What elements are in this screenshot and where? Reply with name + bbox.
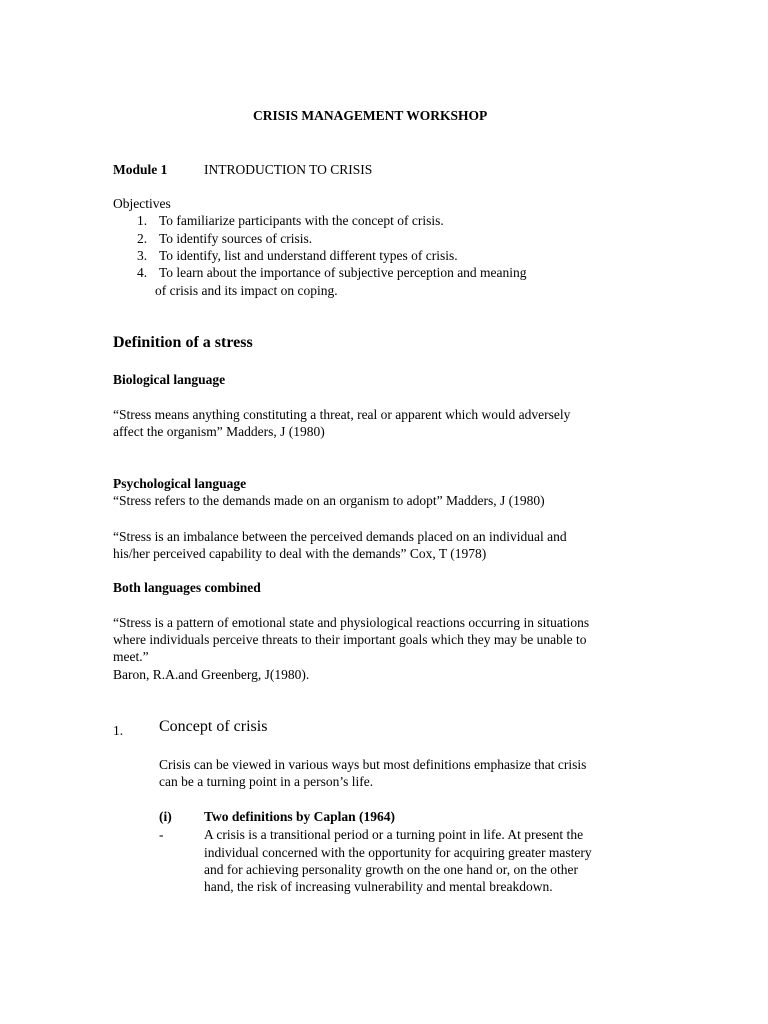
section-heading: Concept of crisis bbox=[159, 718, 268, 735]
objectives-heading: Objectives bbox=[113, 196, 171, 211]
objective-number: 1. bbox=[137, 213, 148, 228]
objective-text-continuation: of crisis and its impact on coping. bbox=[155, 283, 338, 298]
bullet-line: individual concerned with the opportunity for acquiring greater mastery bbox=[204, 845, 592, 860]
objective-text: To identify sources of crisis. bbox=[159, 231, 313, 246]
subsection-heading: Two definitions by Caplan (1964) bbox=[204, 809, 396, 824]
bullet-line: A crisis is a transitional period or a turning point in life. At present the bbox=[204, 827, 584, 842]
module-name: INTRODUCTION TO CRISIS bbox=[204, 162, 373, 177]
objective-number: 2. bbox=[137, 231, 148, 246]
objective-text: To learn about the importance of subjective perception and meaning bbox=[159, 265, 527, 280]
bullet-dash: - bbox=[159, 827, 164, 842]
bullet-line: hand, the risk of increasing vulnerability and mental breakdown. bbox=[204, 879, 553, 894]
objective-number: 4. bbox=[137, 265, 148, 280]
section-number: 1. bbox=[113, 723, 124, 738]
quote-line: “Stress means anything constituting a threat, real or apparent which would adversely bbox=[113, 407, 571, 422]
paragraph-line: can be a turning point in a person’s life. bbox=[159, 774, 374, 789]
subheading-biological: Biological language bbox=[113, 372, 226, 387]
subsection-number: (i) bbox=[159, 809, 172, 824]
quote-line: meet.” bbox=[113, 649, 149, 664]
objective-text: To familiarize participants with the concept of crisis. bbox=[159, 213, 444, 228]
objective-number: 3. bbox=[137, 248, 148, 263]
quote-line: “Stress is a pattern of emotional state and physiological reactions occurring in situations bbox=[113, 615, 590, 630]
bullet-line: and for achieving personality growth on the one hand or, on the other bbox=[204, 862, 578, 877]
paragraph-line: Crisis can be viewed in various ways but most definitions emphasize that crisis bbox=[159, 757, 587, 772]
quote-line: where individuals perceive threats to their important goals which they may be unable to bbox=[113, 632, 587, 647]
quote-line: affect the organism” Madders, J (1980) bbox=[113, 424, 325, 439]
section-heading: Definition of a stress bbox=[113, 334, 253, 351]
document-title: CRISIS MANAGEMENT WORKSHOP bbox=[253, 108, 488, 123]
quote-line: “Stress refers to the demands made on an organism to adopt” Madders, J (1980) bbox=[113, 493, 545, 508]
citation: Baron, R.A.and Greenberg, J(1980). bbox=[113, 667, 310, 682]
quote-line: “Stress is an imbalance between the perceived demands placed on an individual and bbox=[113, 529, 567, 544]
subheading-combined: Both languages combined bbox=[113, 580, 261, 595]
objective-text: To identify, list and understand different types of crisis. bbox=[159, 248, 458, 263]
subheading-psychological: Psychological language bbox=[113, 476, 247, 491]
module-label: Module 1 bbox=[113, 162, 168, 177]
quote-line: his/her perceived capability to deal with the demands” Cox, T (1978) bbox=[113, 546, 487, 561]
